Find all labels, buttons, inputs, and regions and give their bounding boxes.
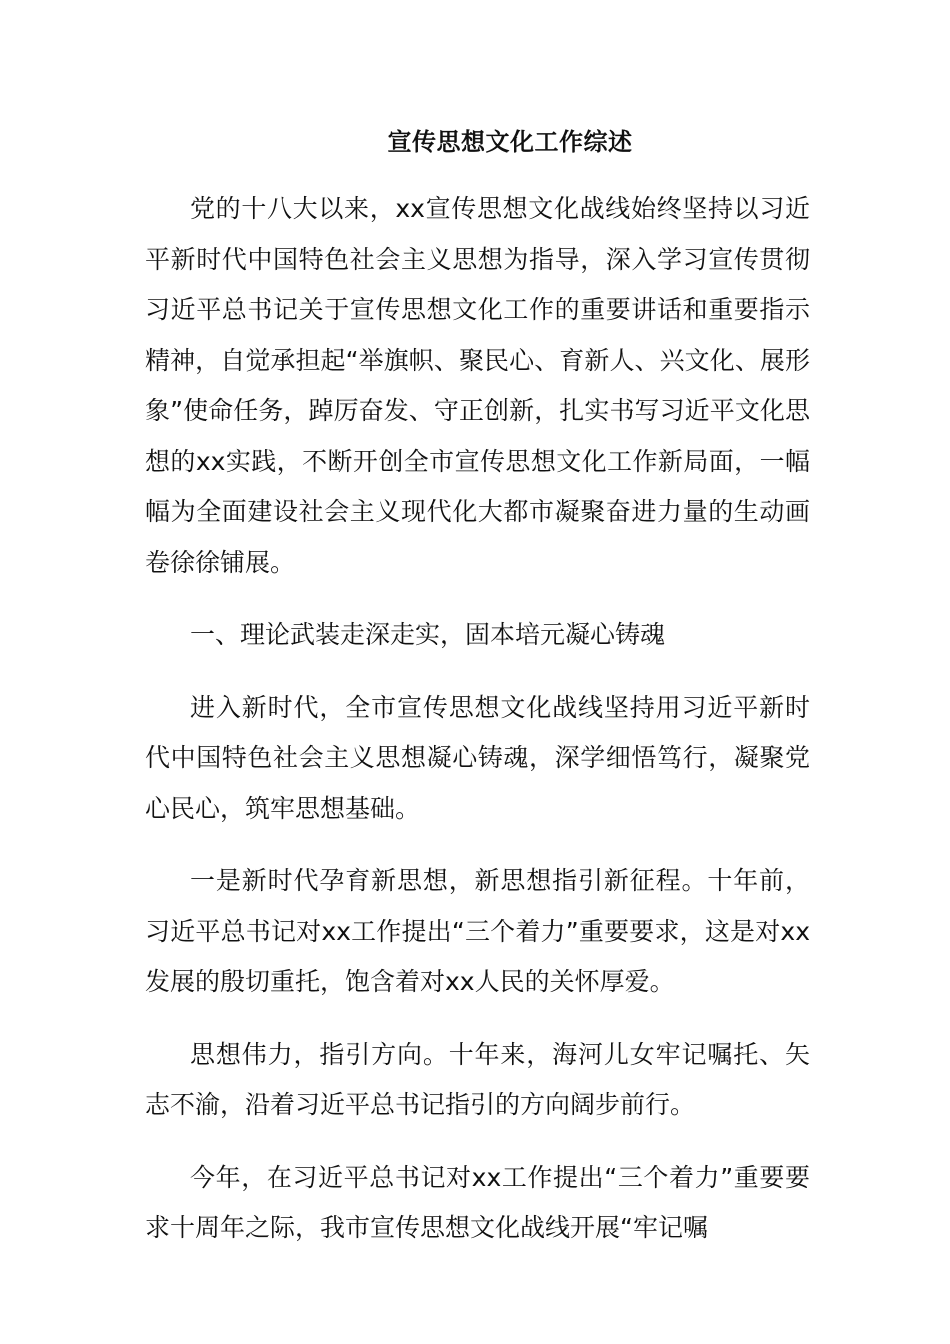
paragraph-point-1: 一是新时代孕育新思想，新思想指引新征程。十年前，习近平总书记对xx工作提出“三个着力”重要要求，这是对xx发展的殷切重托，饱含着对xx人民的关怀厚爱。	[145, 866, 810, 996]
document-body	[145, 184, 810, 1276]
paragraph-this-year: 今年，在习近平总书记对xx工作提出“三个着力”重要要求十周年之际，我市宣传思想文化战线开展“牢记嘱	[145, 1162, 810, 1242]
document-title: 宣传思想文化工作综述	[387, 128, 633, 156]
section-heading-1: 一、理论武装走深走实，固本培元凝心铸魂	[190, 620, 666, 649]
paragraph-intro: 党的十八大以来，xx宣传思想文化战线始终坚持以习近平新时代中国特色社会主义思想为指导，深入学习宣传贯彻习近平总书记关于宣传思想文化工作的重要讲话和重要指示精神，自觉承担起“举旗帜、聚民心、育新人、兴文化、展形象”使命任务，踔厉奋发、守正创新，扎实书写习近平文化思想的xx实践，不断开创全市宣传思想文化工作新局面，一幅幅为全面建设社会主义现代化大都市凝聚奋进力量的生动画卷徐徐铺展。	[145, 194, 810, 577]
paragraph-thought-power: 思想伟力，指引方向。十年来，海河儿女牢记嘱托、矢志不渝，沿着习近平总书记指引的方向阔步前行。	[145, 1039, 810, 1119]
paragraph-section-1-intro: 进入新时代，全市宣传思想文化战线坚持用习近平新时代中国特色社会主义思想凝心铸魂，深学细悟笃行，凝聚党心民心，筑牢思想基础。	[145, 692, 810, 823]
